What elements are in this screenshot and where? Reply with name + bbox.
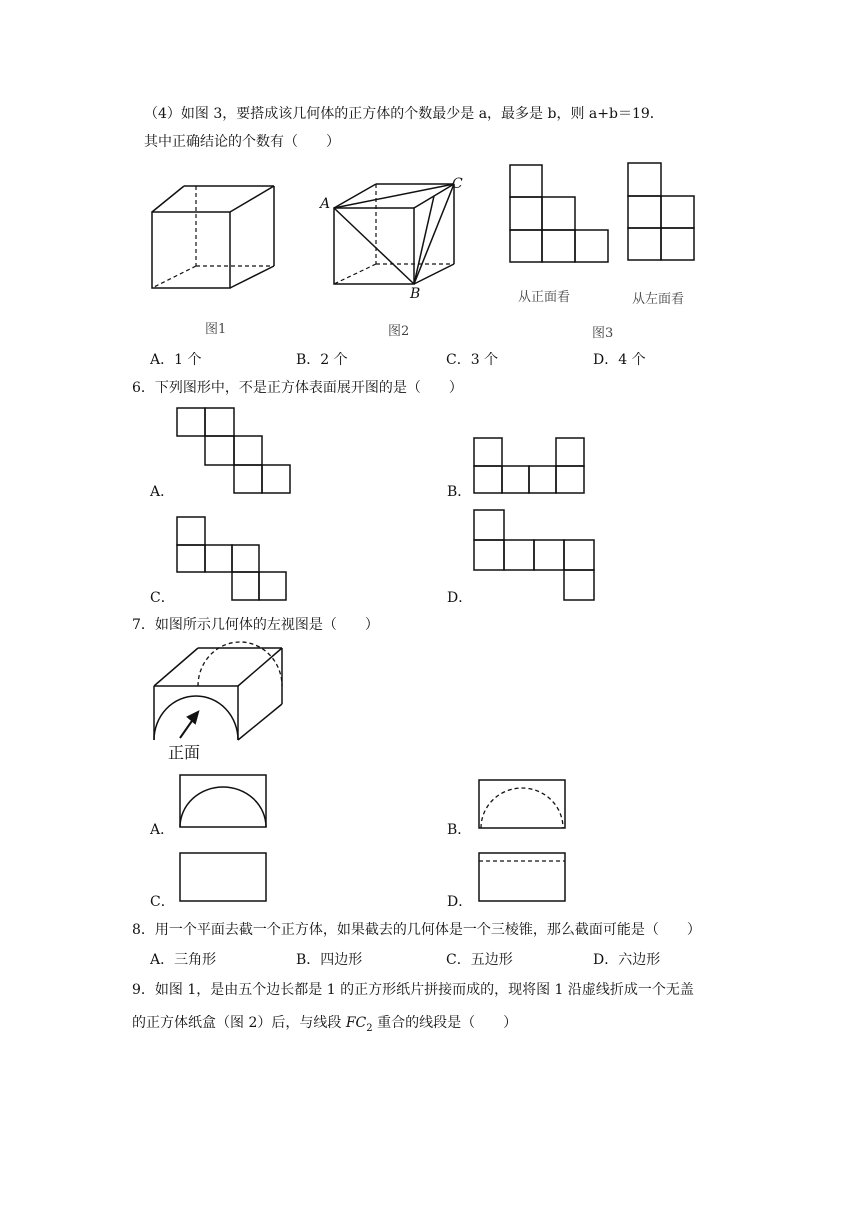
q5-option-a: A．1 个 [150, 352, 202, 368]
q5-option-b: B．2 个 [296, 352, 348, 368]
q7-solid-figure [150, 646, 290, 746]
q7-option-c: C． [150, 894, 175, 910]
q6-option-b: B． [447, 484, 472, 500]
q5-figure-2-label-b: B [410, 286, 421, 302]
q5-figure-2-caption: 图2 [388, 324, 410, 339]
q7-option-a: A． [150, 822, 175, 838]
q5-figure-1-caption: 图1 [205, 322, 227, 337]
q5-figure-3-left-label: 从左面看 [632, 292, 685, 307]
q6-option-d: D． [447, 590, 473, 606]
q6-option-c: C． [150, 590, 175, 606]
q5-figure-2-label-a: A [320, 196, 331, 212]
q9-line2-suffix: 重合的线段是（ ） [372, 1015, 518, 1031]
q7-front-label: 正面 [168, 743, 201, 762]
q8-option-a: A．三角形 [150, 952, 217, 968]
q5-figure-3-caption: 图3 [592, 326, 614, 341]
q5-line2: 其中正确结论的个数有（ ） [144, 134, 340, 150]
q6-option-b-net [473, 437, 587, 495]
q8-option-b: B．四边形 [296, 952, 363, 968]
q8-option-d: D．六边形 [593, 952, 661, 968]
q9-segment-sub: 2 [366, 1022, 373, 1034]
q7-stem: 7．如图所示几何体的左视图是（ ） [132, 617, 379, 633]
q7-option-a-view [178, 773, 268, 829]
q5-figure-2-label-c: C [452, 176, 463, 192]
q5-figure-3-front-label: 从正面看 [518, 290, 571, 305]
q6-option-d-net [473, 509, 597, 603]
q5-figure-1-cube [140, 180, 290, 300]
q9-segment-main: FC [345, 1015, 367, 1031]
q8-stem: 8．用一个平面去截一个正方体，如果截去的几何体是一个三棱锥，那么截面可能是（ ） [132, 922, 701, 938]
q9-line2 [132, 1013, 517, 1039]
q6-stem: 6．下列图形中，不是正方体表面展开图的是（ ） [132, 380, 463, 396]
q9-line2-prefix: 的正方体纸盒（图 2）后，与线段 [132, 1015, 346, 1031]
q5-figure-3-front-view [508, 163, 610, 263]
q5-line1: （4）如图 3，要搭成该几何体的正方体的个数最少是 a，最多是 b，则 a+b＝19． [144, 106, 664, 122]
q9-line1: 9．如图 1，是由五个边长都是 1 的正方形纸片拼接而成的，现将图 1 沿虚线折成一个无盖 [132, 982, 694, 998]
q7-option-d-view [477, 851, 567, 903]
q7-option-c-view [178, 851, 268, 903]
q5-figure-2-cube [330, 178, 460, 293]
q5-figure-3-left-view [626, 161, 696, 261]
q6-option-c-net [176, 516, 288, 602]
q7-option-b: B． [447, 822, 472, 838]
q5-option-c: C．3 个 [446, 352, 499, 368]
q5-option-d: D．4 个 [593, 352, 646, 368]
q7-option-b-view [477, 778, 567, 830]
q6-option-a: A． [150, 484, 175, 500]
q6-option-a-net [176, 407, 292, 495]
q7-option-d: D． [447, 894, 473, 910]
q8-option-c: C．五边形 [446, 952, 513, 968]
